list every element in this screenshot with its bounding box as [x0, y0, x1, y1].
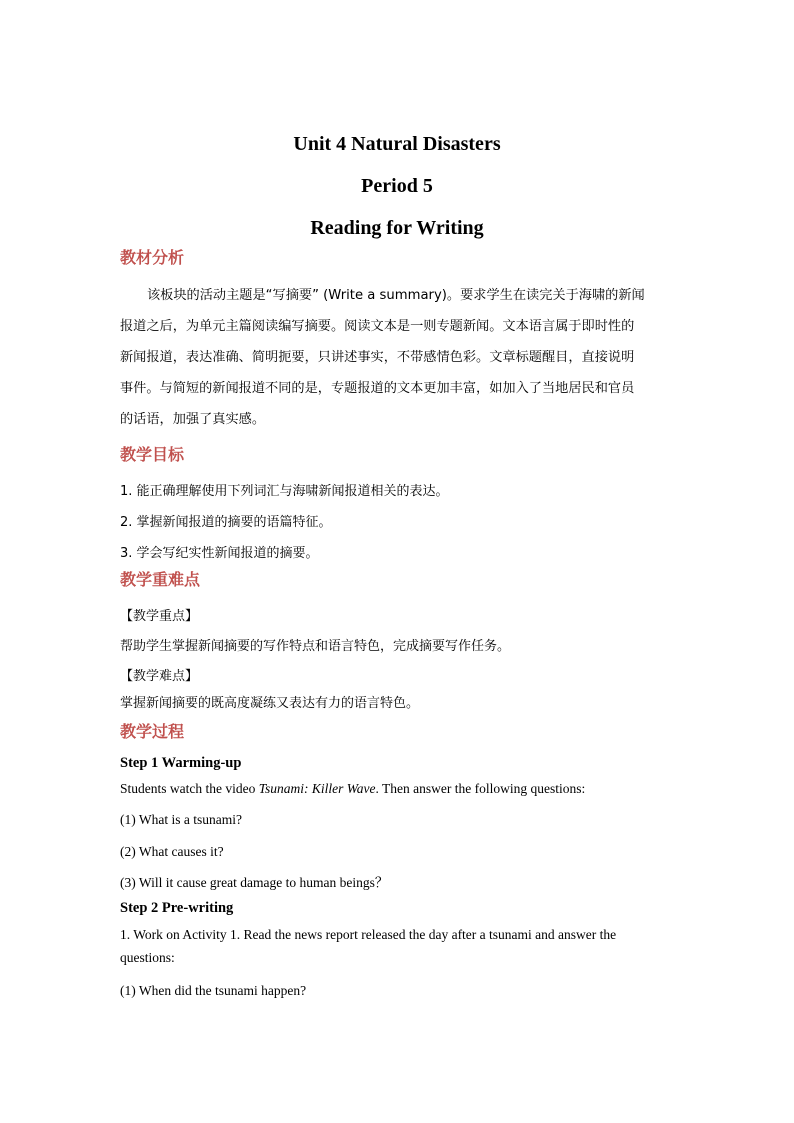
period-title: Period 5 [361, 175, 433, 197]
video-title: Tsunami: Killer Wave [258, 781, 376, 796]
difficult-point-text: 掌握新闻摘要的既高度凝练又表达有力的语言特色。 [120, 696, 420, 711]
step2-question: (1) When did the tsunami happen? [120, 983, 307, 998]
step2-title: Step 2 Pre-writing [120, 900, 234, 916]
process-heading: 教学过程 [120, 722, 185, 741]
objective-item: 3. 学会写纪实性新闻报道的摘要。 [120, 546, 319, 561]
unit-title: Unit 4 Natural Disasters [293, 133, 501, 155]
key-difficult-heading: 教学重难点 [120, 570, 201, 589]
lesson-title: Reading for Writing [310, 217, 484, 239]
step1-title: Step 1 Warming-up [120, 755, 242, 771]
difficult-point-label: 【教学难点】 [120, 669, 199, 684]
objective-item: 1. 能正确理解使用下列词汇与海啸新闻报道相关的表达。 [120, 484, 449, 499]
paragraph-line: 该板块的活动主题是“写摘要” (Write a summary)。要求学生在读完关于海啸的新闻 [147, 288, 645, 303]
key-point-label: 【教学重点】 [120, 609, 199, 624]
paragraph-line: 新闻报道，表达准确、简明扼要，只讲述事实，不带感情色彩。文章标题醒目，直接说明 [120, 350, 635, 365]
key-point-text: 帮助学生掌握新闻摘要的写作特点和语言特色，完成摘要写作任务。 [120, 639, 511, 654]
intro-prefix: Students watch the video [120, 781, 259, 796]
step1-question: (1) What is a tsunami? [120, 812, 242, 827]
objectives-heading: 教学目标 [120, 445, 185, 464]
step1-question: (3) Will it cause great damage to human beings？ [120, 875, 389, 890]
material-analysis-heading: 教材分析 [120, 248, 185, 267]
paragraph-line: 报道之后，为单元主篇阅读编写摘要。阅读文本是一则专题新闻。文本语言属于即时性的 [120, 319, 635, 334]
step1-question: (2) What causes it? [120, 844, 224, 859]
objective-item: 2. 掌握新闻报道的摘要的语篇特征。 [120, 515, 332, 530]
paragraph-line: 事件。与简短的新闻报道不同的是，专题报道的文本更加丰富，如加入了当地居民和官员 [120, 381, 635, 396]
paragraph-line: 的话语，加强了真实感。 [120, 412, 266, 427]
step2-activity-line: questions: [120, 950, 175, 965]
intro-suffix: . Then answer the following questions: [375, 781, 586, 796]
step1-intro [120, 780, 585, 798]
material-analysis-paragraph [120, 280, 672, 435]
step2-activity-line: 1. Work on Activity 1. Read the news report released the day after a tsunami and answer the [120, 927, 617, 942]
